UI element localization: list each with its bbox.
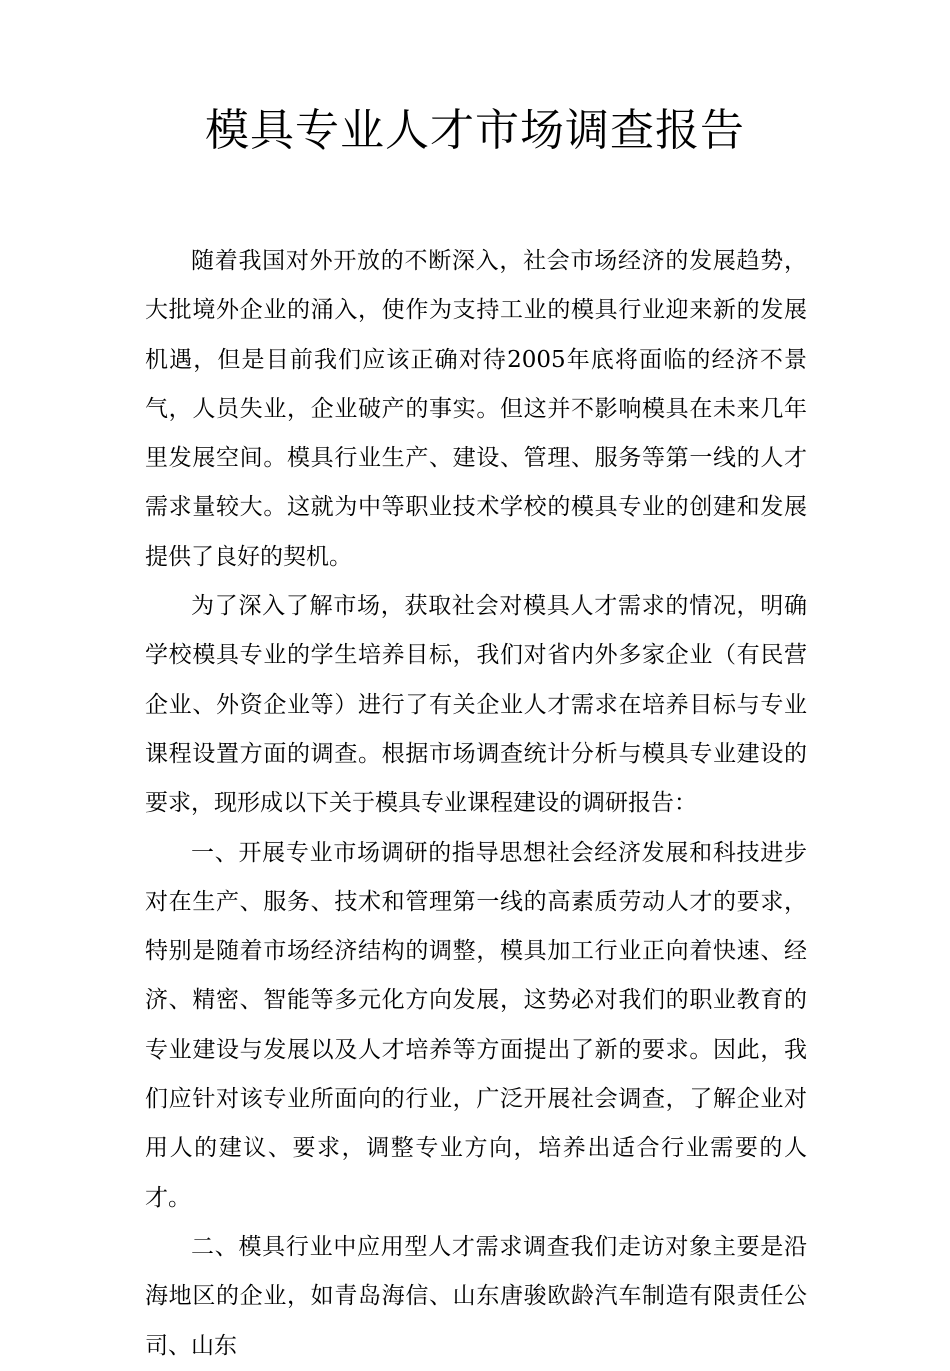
paragraph-2: 为了深入了解市场，获取社会对模具人才需求的情况，明确学校模具专业的学生培养目标，我们对省内外多家企业（有民营企业、外资企业等）进行了有关企业人才需求在培养目标与专业课程设置方面的调查。根据市场调查统计分析与模具专业建设的要求，现形成以下关于模具专业课程建设的调研报告： xyxy=(145,593,807,817)
paragraph-1: 随着我国对外开放的不断深入，社会市场经济的发展趋势，大批境外企业的涌入，使作为支持工业的模具行业迎来新的发展机遇，但是目前我们应该正确对待2005年底将面临的经济不景气，人员失业，企业破产的事实。但这并不影响模具在未来几年里发展空间。模具行业生产、建设、管理、服务等第一线的人才需求量较大。这就为中等职业技术学校的模具专业的创建和发展提供了良好的契机。 xyxy=(145,248,807,570)
paragraph-3: 一、开展专业市场调研的指导思想社会经济发展和科技进步对在生产、服务、技术和管理第一线的高素质劳动人才的要求，特别是随着市场经济结构的调整，模具加工行业正向着快速、经济、精密、智能等多元化方向发展，这势必对我们的职业教育的专业建设与发展以及人才培养等方面提出了新的要求。因此，我们应针对该专业所面向的行业，广泛开展社会调查，了解企业对用人的建议、要求，调整专业方向，培养出适合行业需要的人才。 xyxy=(145,839,807,1211)
paragraph-4: 二、模具行业中应用型人才需求调查我们走访对象主要是沿海地区的企业，如青岛海信、山东唐骏欧龄汽车制造有限责任公司、山东 xyxy=(145,1233,807,1359)
document-body xyxy=(145,237,807,1371)
document-title: 模具专业人才市场调查报告 xyxy=(205,105,745,156)
